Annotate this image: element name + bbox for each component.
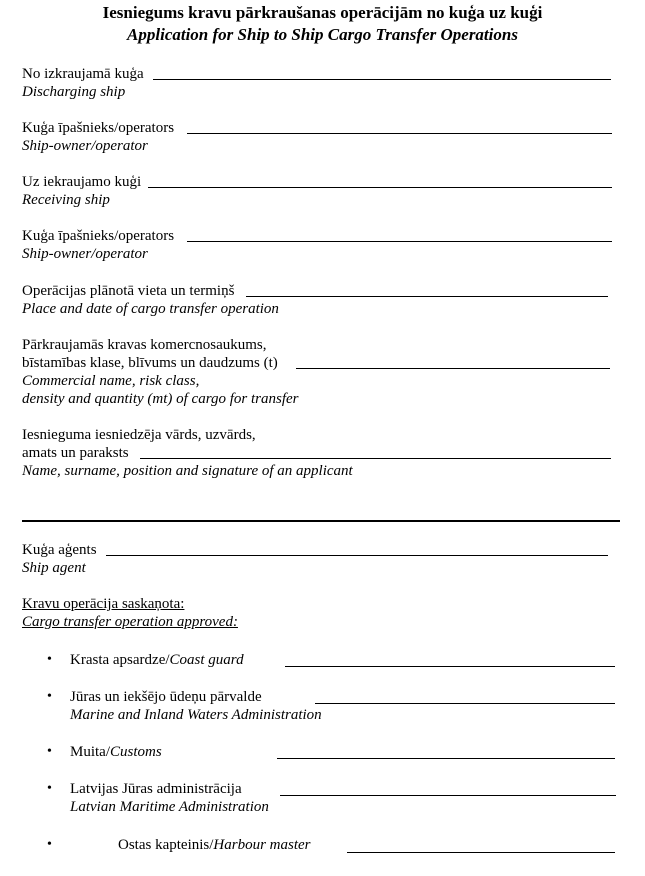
owner1-label-en: Ship-owner/operator [22, 138, 148, 154]
cargo-field[interactable] [296, 368, 610, 369]
bullet-icon: • [47, 744, 52, 759]
place-date-field[interactable] [246, 296, 608, 297]
marine-admin-label: Jūras un iekšējo ūdeņu pārvalde [70, 689, 262, 705]
coast-guard-signature-field[interactable] [285, 666, 615, 667]
applicant-label-line2: amats un paraksts [22, 445, 129, 461]
bullet-icon: • [47, 689, 52, 704]
title-latvian: Iesniegums kravu pārkraušanas operācijām no kuģa uz kuģi [102, 3, 543, 22]
owner1-field[interactable] [187, 133, 612, 134]
title-english: Application for Ship to Ship Cargo Transfer Operations [127, 25, 518, 44]
owner2-label-en: Ship-owner/operator [22, 246, 148, 262]
bullet-icon: • [47, 837, 52, 852]
ship-agent-label: Kuģa aģents [22, 542, 97, 558]
receiving-ship-label-en: Receiving ship [22, 192, 110, 208]
applicant-label-en: Name, surname, position and signature of an applicant [22, 463, 353, 479]
receiving-ship-field[interactable] [148, 187, 612, 188]
discharging-ship-field[interactable] [153, 79, 611, 80]
bullet-icon: • [47, 652, 52, 667]
marine-admin-label-en: Marine and Inland Waters Administration [70, 707, 322, 723]
owner2-label: Kuģa īpašnieks/operators [22, 228, 175, 244]
place-date-label-en: Place and date of cargo transfer operation [22, 301, 279, 317]
marine-admin-signature-field[interactable] [315, 703, 615, 704]
harbour-master-signature-field[interactable] [347, 852, 615, 853]
cargo-label-en-line1: Commercial name, risk class, [22, 373, 200, 389]
customs-signature-field[interactable] [277, 758, 615, 759]
place-date-label: Operācijas plānotā vieta un termiņš [22, 283, 235, 299]
harbour-master-label: Ostas kapteinis/Harbour master [118, 837, 311, 853]
approval-heading: Kravu operācija saskaņota: [22, 596, 185, 612]
applicant-label-line1: Iesnieguma iesniedzēja vārds, uzvārds, [22, 427, 256, 443]
cargo-label-line1: Pārkraujamās kravas komercnosaukums, [22, 337, 267, 353]
ship-agent-label-en: Ship agent [22, 560, 86, 576]
owner2-field[interactable] [187, 241, 612, 242]
coast-guard-label: Krasta apsardze/Coast guard [70, 652, 244, 668]
discharging-ship-label: No izkraujamā kuģa [22, 66, 144, 82]
cargo-label-line2: bīstamības klase, blīvums un daudzums (t) [22, 355, 278, 371]
section-divider [22, 520, 620, 522]
bullet-icon: • [47, 781, 52, 796]
owner1-label: Kuģa īpašnieks/operators [22, 120, 175, 136]
lma-signature-field[interactable] [280, 795, 616, 796]
customs-label: Muita/Customs [70, 744, 162, 760]
applicant-signature-field[interactable] [140, 458, 611, 459]
lma-label-en: Latvian Maritime Administration [70, 799, 269, 815]
cargo-label-en-line2: density and quantity (mt) of cargo for transfer [22, 391, 299, 407]
approval-heading-en: Cargo transfer operation approved: [22, 614, 238, 630]
receiving-ship-label: Uz iekraujamo kuģi [22, 174, 142, 190]
lma-label: Latvijas Jūras administrācija [70, 781, 242, 797]
discharging-ship-label-en: Discharging ship [22, 84, 126, 100]
ship-agent-field[interactable] [106, 555, 608, 556]
